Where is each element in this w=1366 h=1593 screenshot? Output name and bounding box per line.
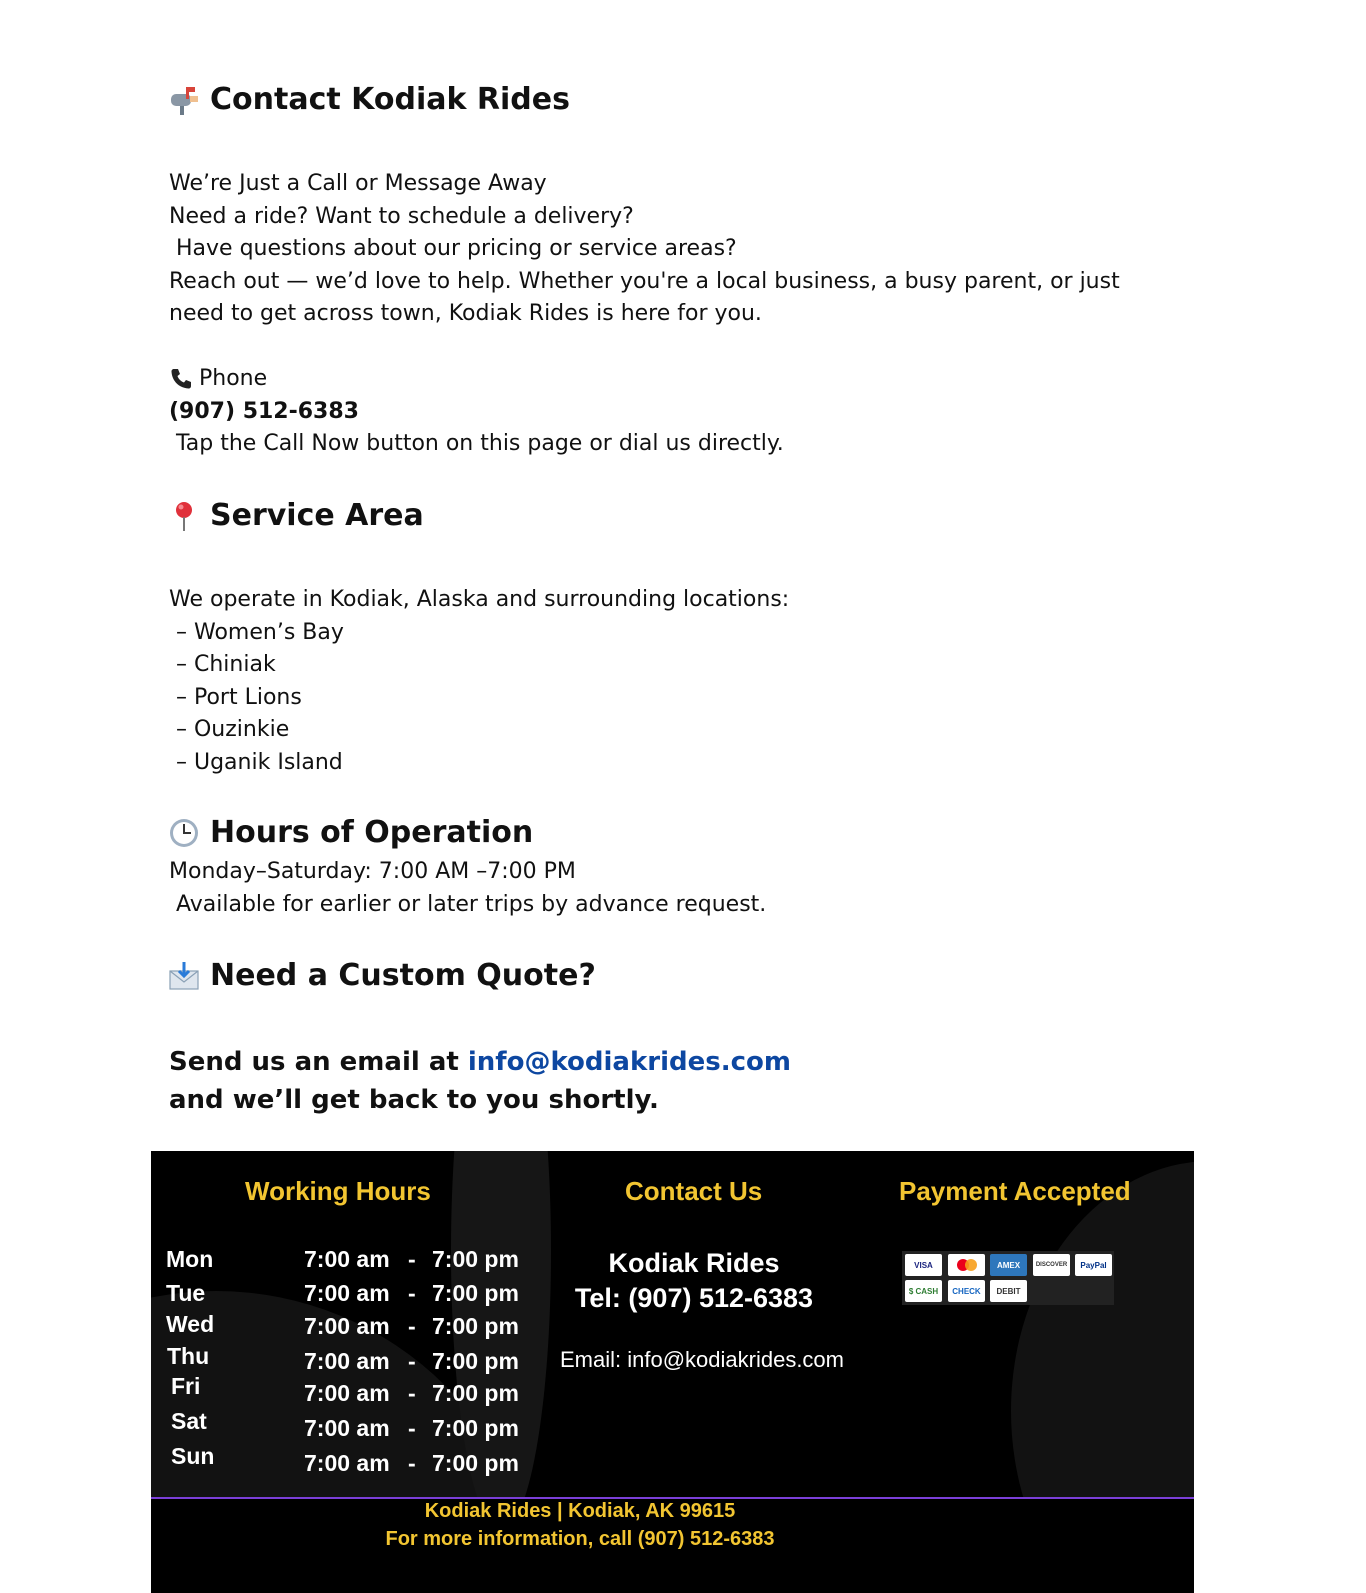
day-label: Fri [171,1373,201,1399]
time-sep: - [408,1415,416,1441]
contact-heading [168,82,570,118]
time-sep: - [408,1348,416,1374]
day-label: Wed [166,1311,215,1337]
hours-title: Hours of Operation [210,815,534,850]
quote-prefix: Send us an email at [169,1047,468,1077]
contact-us-title: Contact Us [625,1176,763,1206]
working-hours-title: Working Hours [245,1176,431,1206]
mastercard-icon [948,1254,985,1276]
email-link[interactable]: info@kodiakrides.com [467,1047,791,1077]
quote-text [169,1043,791,1119]
service-area-list [169,584,789,779]
close-time: 7:00 pm [432,1380,519,1406]
day-label: Thu [167,1343,210,1369]
close-time: 7:00 pm [432,1313,519,1339]
time-sep: - [408,1280,416,1306]
mailbox-icon [168,84,200,116]
phone-label: Phone [199,366,268,391]
hours-line: Monday–Saturday: 7:00 AM –7:00 PM [169,859,576,884]
quote-heading [168,958,596,994]
list-item: – Uganik Island [169,749,343,775]
quote-line [169,1043,791,1081]
debit-card-icon: DEBIT [990,1280,1027,1302]
day-label: Sun [171,1443,215,1469]
phone-label-row [169,363,784,396]
footer-info: For more information, call (907) 512-6383 [385,1528,775,1550]
hours-heading [168,815,533,851]
page-title: Contact Kodiak Rides [210,82,570,117]
cash-icon: $ CASH [905,1280,942,1302]
open-time: 7:00 am [304,1348,390,1374]
intro-line: Need a ride? Want to schedule a delivery? [169,203,634,229]
quote-title: Need a Custom Quote? [210,958,596,993]
open-time: 7:00 am [304,1380,390,1406]
open-time: 7:00 am [304,1313,390,1339]
footer-company: Kodiak Rides [608,1248,780,1278]
open-time: 7:00 am [304,1246,390,1272]
envelope-icon [168,960,200,992]
time-sep: - [408,1313,416,1339]
pin-icon [168,500,200,532]
time-sep: - [408,1380,416,1406]
check-icon: CHECK [948,1280,985,1302]
quote-followup: and we’ll get back to you shortly. [169,1085,659,1115]
footer [151,1151,1194,1593]
intro-line: need to get across town, Kodiak Rides is here for you. [169,301,762,326]
close-time: 7:00 pm [432,1280,519,1306]
close-time: 7:00 pm [432,1415,519,1441]
intro-line: We’re Just a Call or Message Away [169,171,547,196]
phone-note: Tap the Call Now button on this page or dial us directly. [169,431,784,456]
service-area-intro: We operate in Kodiak, Alaska and surrounding locations: [169,587,790,612]
close-time: 7:00 pm [432,1246,519,1272]
visa-icon: VISA [905,1254,942,1276]
hours-line: Available for earlier or later trips by advance request. [169,891,767,917]
phone-section [169,363,784,461]
time-sep: - [408,1246,416,1272]
time-sep: - [408,1450,416,1476]
day-label: Tue [166,1280,206,1306]
footer-address: Kodiak Rides | Kodiak, AK 99615 [424,1500,736,1522]
payment-title: Payment Accepted [899,1176,1131,1206]
phone-number[interactable]: (907) 512-6383 [169,398,359,424]
contact-intro [169,168,1120,331]
amex-icon: AMEX [990,1254,1027,1276]
open-time: 7:00 am [304,1280,390,1306]
service-area-heading [168,498,424,534]
hours-text [169,856,766,921]
list-item: – Women’s Bay [169,619,344,645]
clock-icon [168,817,200,849]
list-item: – Chiniak [169,652,276,677]
footer-email[interactable]: Email: info@kodiakrides.com [560,1347,844,1372]
mastercard-logo [954,1257,980,1273]
phone-icon [169,367,193,391]
discover-icon: DISCOVER [1033,1254,1070,1276]
list-item: – Port Lions [169,684,302,710]
open-time: 7:00 am [304,1450,390,1476]
intro-line: Reach out — we’d love to help. Whether you're a local business, a busy parent, or just [169,268,1120,294]
open-time: 7:00 am [304,1415,390,1441]
footer-tel[interactable]: Tel: (907) 512-6383 [574,1283,814,1313]
service-area-title: Service Area [210,498,424,533]
footer-bottom-bar [151,1497,1194,1593]
day-label: Sat [171,1408,207,1434]
close-time: 7:00 pm [432,1450,519,1476]
day-label: Mon [166,1246,214,1272]
list-item: – Ouzinkie [169,717,290,742]
intro-line: Have questions about our pricing or service areas? [169,236,737,261]
paypal-icon: PayPal [1075,1254,1112,1276]
close-time: 7:00 pm [432,1348,519,1374]
